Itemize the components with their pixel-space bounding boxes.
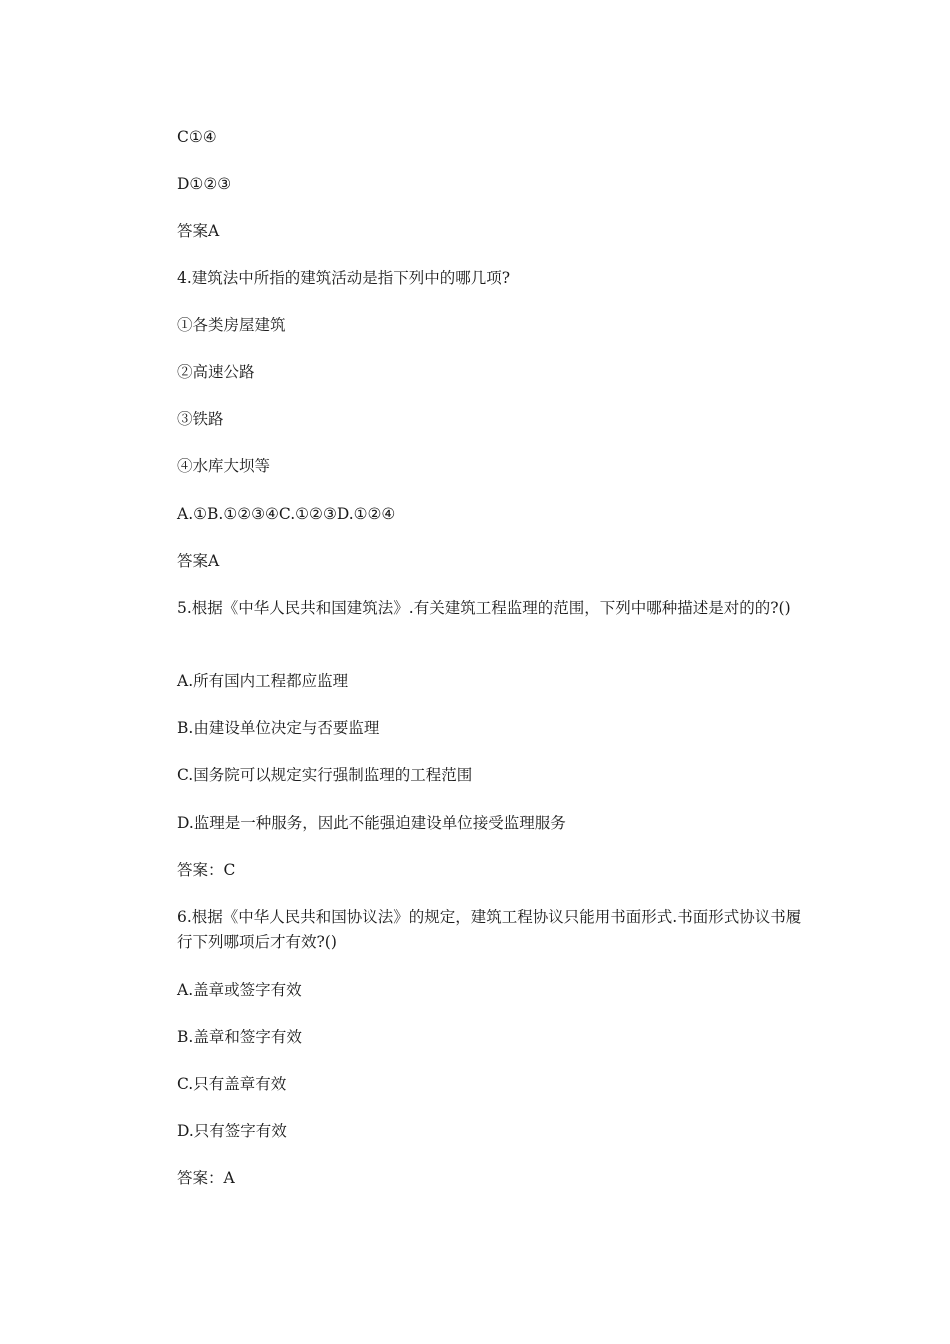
question-6-option-d: D.只有签字有效	[177, 1122, 287, 1140]
question-5-answer: 答案：C	[177, 861, 236, 879]
question-6-option-a: A.盖章或签字有效	[177, 981, 302, 999]
question-5-option-a: A.所有国内工程都应监理	[177, 672, 349, 690]
question-6-answer: 答案：A	[177, 1169, 235, 1187]
question-4-item-2: ②高速公路	[177, 363, 255, 381]
answer-line: 答案A	[177, 222, 220, 240]
question-5-option-b: B.由建设单位决定与否要监理	[177, 719, 380, 737]
question-4-item-3: ③铁路	[177, 410, 224, 428]
option-c-line: C①④	[177, 128, 217, 146]
question-6: 6.根据《中华人民共和国协议法》的规定，建筑工程协议只能用书面形式.书面形式协议书履行下列哪项后才有效?()	[177, 908, 802, 951]
question-5-option-d: D.监理是一种服务，因此不能强迫建设单位接受监理服务	[177, 814, 566, 832]
option-d-line: D①②③	[177, 175, 232, 193]
question-6-option-b: B.盖章和签字有效	[177, 1028, 302, 1046]
question-5-option-c: C.国务院可以规定实行强制监理的工程范围	[177, 766, 473, 784]
question-4-answer: 答案A	[177, 552, 220, 570]
question-4-item-1: ①各类房屋建筑	[177, 316, 286, 334]
question-4-item-4: ④水库大坝等	[177, 457, 271, 475]
question-4-options: A.①B.①②③④C.①②③D.①②④	[177, 505, 396, 523]
question-4: 4.建筑法中所指的建筑活动是指下列中的哪几项?	[177, 269, 511, 287]
question-5: 5.根据《中华人民共和国建筑法》.有关建筑工程监理的范围，下列中哪种描述是对的的?()	[177, 599, 791, 617]
question-6-option-c: C.只有盖章有效	[177, 1075, 287, 1093]
